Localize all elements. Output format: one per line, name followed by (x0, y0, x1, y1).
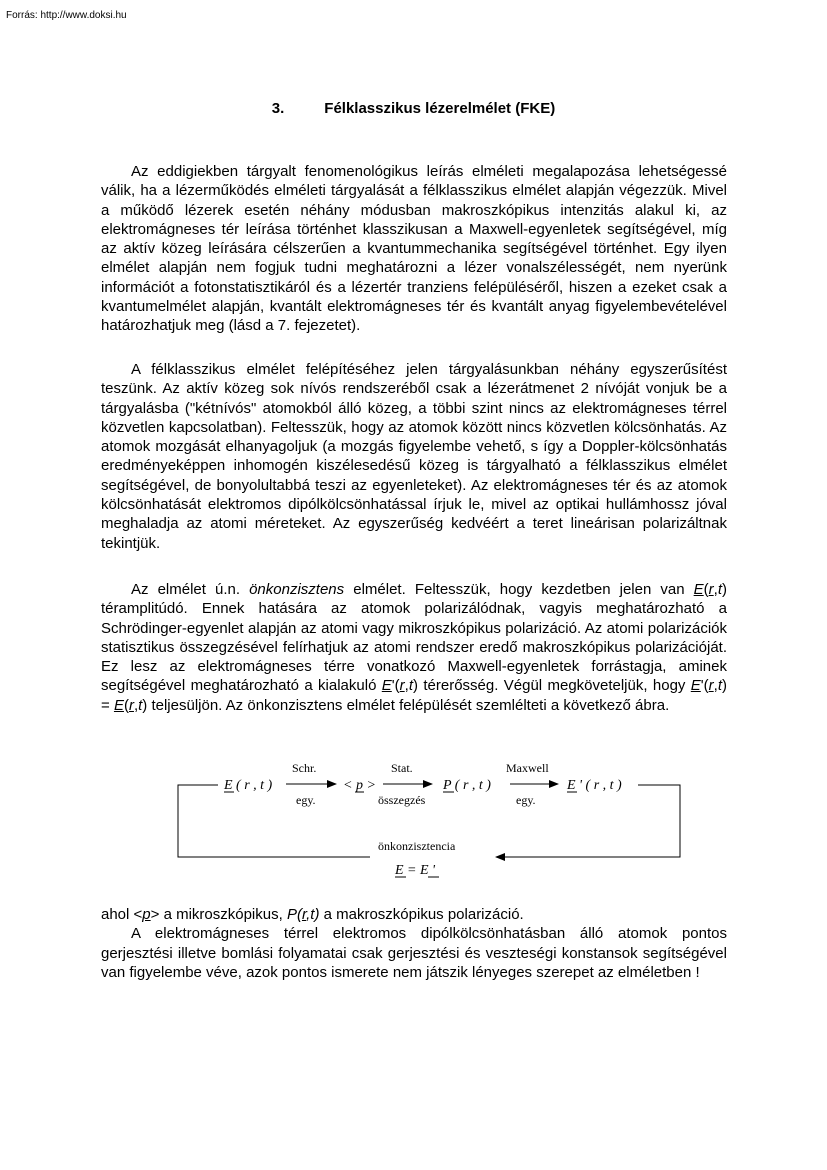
paragraph-2-text: A félklasszikus elmélet felépítéséhez jelen tárgyalásunkban néhány egyszerűsítést teszünk. Az aktív közeg sok nívós rendszeréből csak a lézerátmenet 2 nívóját vonjuk be a tárgyalásba ("kétnívós" atomokból álló közeg, a többi szint nincs az elektromágneses térrel közvetlen kapcsolatban). Feltesszük, hogy az atomok között nincs közvetlen kölcsönhatás. Az atomok mozgását elhanyagoljuk (a mozgás figyelembe vehető, s így a Doppler-kölcsönhatás eredményeképpen inhomogén kiszélesedésű közeg is tárgyalható a félklasszikus elmélet segítségével, de bonyolultabbá teszi az egyenleteket). Az elektromágneses tér és az atomok kölcsönhatását elektromos dipólkölcsönhatással írjuk le, mivel az optikai hullámhossz jóval meghaladja az atomi méreteket. Az egyszerűség kedvéért a teret lineárisan polarizáltnak tekintjük. (101, 361, 727, 552)
arrow-maxwell-top-label: Maxwell (506, 761, 549, 775)
arrow-stat-bottom-label: összegzés (378, 793, 426, 807)
section-title: Félklasszikus lézerelmélet (FKE) (324, 100, 556, 117)
paragraph-closing (101, 905, 727, 982)
section-number: 3. (271, 100, 285, 117)
loop-equation: E = E ' (395, 863, 436, 878)
node-p-rt: P ( r , t ) (443, 778, 491, 793)
section-heading (0, 100, 827, 117)
arrow-maxwell-bottom-label: egy. (516, 793, 536, 807)
paragraph-3-text: Az elmélet ú.n. önkonzisztens elmélet. Feltesszük, hogy kezdetben jelen van E(r,t) téramplitúdó. Ennek hatására az atomok polarizálódnak, vagyis meghatározható a Schrödinger-egyenlet alapján az atomi vagy mikroszkópikus polarizáció. Az atomi polarizációk statisztikus összegzésével felírhatjuk az atomi rendszer eredő makroszkópikus polarizációját. Ez lesz az elektromágneses térre vonatkozó Maxwell-egyenletek forrástagja, aminek segítségével meghatározható a kialakuló E'(r,t) térerősség. Végül megköveteljük, hogy E'(r,t) = E(r,t) teljesüljön. Az önkonzisztens elmélet felépülését szemlélteti a következő ábra. (101, 581, 727, 714)
paragraph-5-text: A elektromágneses térrel elektromos dipólkölcsönhatásban álló atomok pontos gerjesztési illetve bomlási folyamatai csak gerjesztési és veszteségi konstansok segítségével van figyelembe véve, azok pontos ismerete nem játszik lényeges szerepet az elméletben ! (101, 925, 727, 981)
paragraph-intro (101, 162, 727, 336)
node-e-rt: E ( r , t ) (224, 778, 273, 793)
arrow-schr-bottom-label: egy. (296, 793, 316, 807)
selfconsistency-diagram (0, 752, 827, 892)
arrow-stat-top-label: Stat. (391, 761, 413, 775)
paragraph-1-text: Az eddigiekben tárgyalt fenomenológikus leírás elméleti megalapozása lehetségessé válik, ha a lézerműködés elméleti tárgyalását a félklasszikus elmélet alapján végezzük. Mivel a működő lézerek esetén néhány módusban makroszkópikus intenzitás alakul ki, az elektromágneses tér leírása történhet klasszikusan a Maxwell-egyenletek segítségével, míg az aktív közeg leírására célszerűen a kvantummechanika segítségével történhet. Egy ilyen elmélet alapján nem fogjuk tudni meghatározni a lézer vonalszélességét, nem nyerünk információt a fotonstatisztikáról és a lézertér tranziens felépüléséről, hiszen a ezeket csak a kvantumelmélet alapján, kvantált elektromágneses tér és kvantált anyag figyelembevételével határozhatjuk meg (lásd a 7. fejezetet). (101, 163, 727, 335)
node-p-avg: < p > (343, 778, 376, 793)
paragraph-selfconsistent (101, 580, 727, 715)
source-label: Forrás: http://www.doksi.hu (6, 10, 127, 21)
node-e-prime: E ' ( r , t ) (567, 778, 622, 793)
paragraph-4-text: ahol <p> a mikroszkópikus, P(r,t) a makroszkópikus polarizáció. (101, 906, 524, 923)
feedback-loop-left (178, 785, 370, 857)
loop-label: önkonzisztencia (378, 839, 456, 853)
term-selfconsistent: önkonzisztens (249, 581, 345, 598)
paragraph-simplifications (101, 360, 727, 553)
arrow-schr-top-label: Schr. (292, 761, 317, 775)
